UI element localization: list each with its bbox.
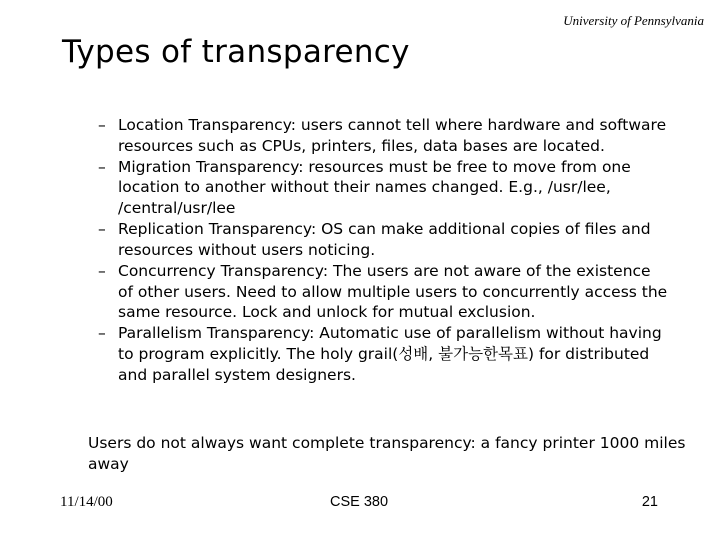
bullet-dash: – bbox=[98, 261, 106, 280]
footer-course: CSE 380 bbox=[330, 494, 389, 510]
bullet-list bbox=[98, 115, 668, 386]
footer-page-number: 21 bbox=[641, 494, 658, 510]
bullet-concurrency-transparency bbox=[98, 261, 668, 323]
bullet-dash: – bbox=[98, 324, 106, 343]
bullet-text: Location Transparency: users cannot tell where hardware and software resources such as CPUs, printers, files, data bases are located. bbox=[118, 116, 667, 155]
bullet-dash: – bbox=[98, 220, 106, 239]
bullet-replication-transparency bbox=[98, 219, 668, 260]
bullet-location-transparency bbox=[98, 115, 668, 156]
closing-statement: Users do not always want complete transparency: a fancy printer 1000 miles away bbox=[88, 434, 686, 473]
bullet-text: Parallelism Transparency: Automatic use of parallelism without having to program explicitly. The holy grail(성배, 불가능한목표) for distributed and parallel system designers. bbox=[118, 324, 662, 384]
bullet-dash: – bbox=[98, 157, 106, 176]
footer-date: 11/14/00 bbox=[60, 494, 113, 510]
bullet-text: Concurrency Transparency: The users are not aware of the existence of other users. Need to allow multiple users to concurrently access the same resource. Lock and unlock for mutual exclusion. bbox=[118, 261, 668, 322]
bullet-parallelism-transparency bbox=[98, 323, 668, 385]
bullet-text: Migration Transparency: resources must be free to move from one location to another without their names changed. E.g., /usr/lee, /central/usr/lee bbox=[118, 157, 631, 217]
bullet-dash: – bbox=[98, 116, 106, 134]
institution-label: University of Pennsylvania bbox=[563, 13, 704, 28]
bullet-migration-transparency bbox=[98, 157, 668, 219]
slide-title: Types of transparency bbox=[62, 34, 410, 70]
bullet-text: Replication Transparency: OS can make additional copies of files and resources without users noticing. bbox=[118, 220, 651, 259]
